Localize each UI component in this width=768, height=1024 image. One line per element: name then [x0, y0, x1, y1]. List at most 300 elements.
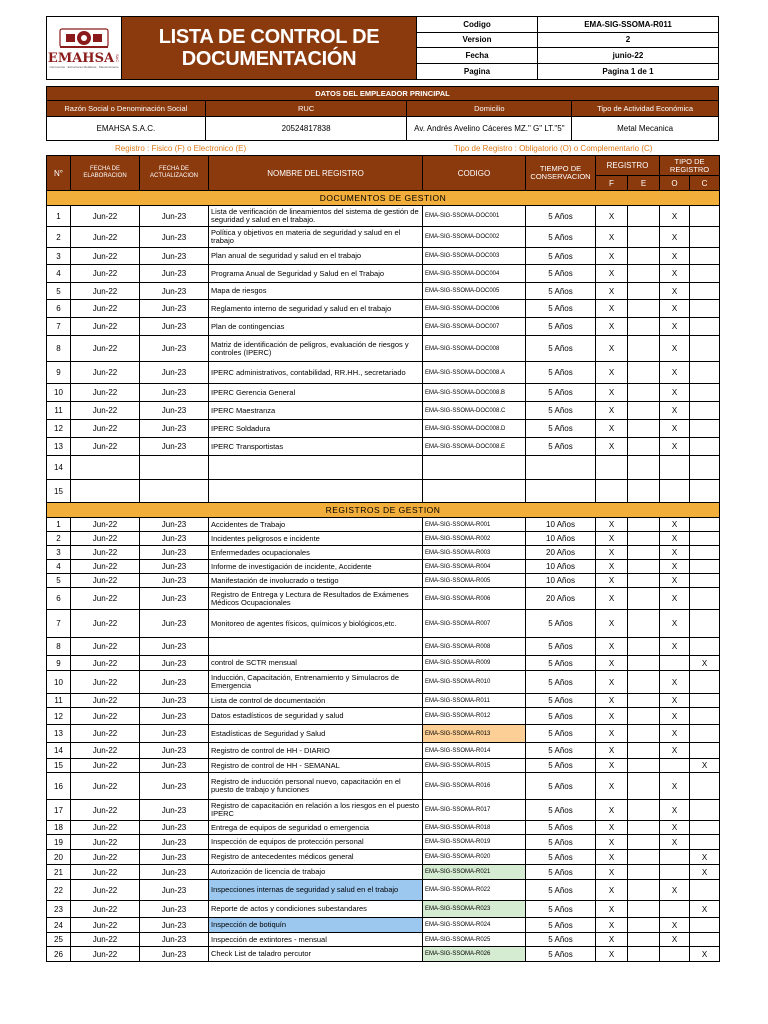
registro-electronico [628, 546, 660, 560]
table-row [47, 574, 720, 588]
retention-time: 5 Años [526, 336, 596, 362]
tipo-obligatorio: X [660, 835, 690, 850]
tipo-obligatorio: X [660, 336, 690, 362]
tipo-obligatorio [660, 759, 690, 773]
update-date: Jun-23 [140, 532, 209, 546]
record-name: Estadísticas de Seguridad y Salud [209, 725, 423, 743]
retention-time [526, 480, 596, 503]
record-code: EMA-SIG-SSOMA-R012 [423, 708, 526, 725]
record-name: Reporte de actos y condiciones subestandares [209, 901, 423, 918]
row-number: 13 [47, 725, 71, 743]
update-date: Jun-23 [140, 384, 209, 402]
table-row [47, 671, 720, 694]
tipo-complementario [690, 933, 720, 947]
table-row [47, 694, 720, 708]
retention-time: 20 Años [526, 588, 596, 610]
retention-time: 5 Años [526, 759, 596, 773]
row-number: 3 [47, 248, 71, 265]
table-row [47, 456, 720, 480]
tipo-complementario [690, 456, 720, 480]
col-record-name: NOMBRE DEL REGISTRO [209, 156, 423, 191]
registro-fisico: X [596, 656, 628, 671]
tipo-obligatorio: X [660, 574, 690, 588]
employer-activity: Metal Mecanica [572, 117, 719, 141]
title-line-2: DOCUMENTACIÓN [181, 48, 357, 70]
table-row [47, 947, 720, 962]
retention-time: 5 Años [526, 800, 596, 821]
row-number: 26 [47, 947, 71, 962]
row-number: 10 [47, 671, 71, 694]
record-name: IPERC Maestranza [209, 402, 423, 420]
elaboration-date: Jun-22 [71, 656, 140, 671]
record-name: IPERC administrativos, contabilidad, RR.HH., secretariado [209, 362, 423, 384]
meta-label: Version [417, 33, 538, 49]
record-name: Plan anual de seguridad y salud en el trabajo [209, 248, 423, 265]
tipo-complementario [690, 800, 720, 821]
registro-electronico [628, 773, 660, 800]
table-row [47, 248, 720, 265]
retention-time: 5 Años [526, 420, 596, 438]
table-row [47, 227, 720, 248]
record-name: Entrega de equipos de seguridad o emergencia [209, 821, 423, 835]
registro-electronico [628, 638, 660, 656]
documents-table-body [47, 191, 720, 962]
update-date: Jun-23 [140, 947, 209, 962]
retention-time: 5 Años [526, 743, 596, 759]
registro-fisico: X [596, 759, 628, 773]
registro-electronico [628, 588, 660, 610]
registro-electronico [628, 918, 660, 933]
elaboration-date: Jun-22 [71, 725, 140, 743]
row-number: 5 [47, 574, 71, 588]
row-number: 14 [47, 743, 71, 759]
table-row [47, 300, 720, 318]
elaboration-date: Jun-22 [71, 438, 140, 456]
tipo-obligatorio: X [660, 933, 690, 947]
registro-electronico [628, 880, 660, 901]
employer-ruc: 20524817838 [205, 117, 407, 141]
tipo-obligatorio: X [660, 638, 690, 656]
retention-time: 5 Años [526, 402, 596, 420]
tipo-obligatorio: X [660, 283, 690, 300]
table-row [47, 610, 720, 638]
tipo-obligatorio: X [660, 318, 690, 336]
row-number: 2 [47, 227, 71, 248]
record-name [209, 638, 423, 656]
registro-electronico [628, 708, 660, 725]
elaboration-date: Jun-22 [71, 248, 140, 265]
registro-fisico: X [596, 850, 628, 865]
registro-fisico: X [596, 671, 628, 694]
record-code: EMA-SIG-SSOMA-DOC003 [423, 248, 526, 265]
registro-electronico [628, 248, 660, 265]
tipo-obligatorio: X [660, 918, 690, 933]
registro-fisico: X [596, 865, 628, 880]
tipo-complementario [690, 694, 720, 708]
registro-fisico: X [596, 918, 628, 933]
employer-label: Tipo de Actividad Económica [572, 101, 719, 117]
registro-fisico: X [596, 947, 628, 962]
logo-tagline: Carrocerías · Estructuras Metálicas · Mantenimiento [49, 65, 119, 69]
elaboration-date: Jun-22 [71, 638, 140, 656]
update-date: Jun-23 [140, 880, 209, 901]
record-code: EMA-SIG-SSOMA-R008 [423, 638, 526, 656]
registro-electronico [628, 384, 660, 402]
tipo-complementario [690, 265, 720, 283]
row-number: 8 [47, 336, 71, 362]
update-date: Jun-23 [140, 438, 209, 456]
table-row [47, 880, 720, 901]
update-date [140, 480, 209, 503]
registro-fisico: X [596, 518, 628, 532]
update-date: Jun-23 [140, 265, 209, 283]
tipo-complementario: X [690, 901, 720, 918]
tipo-complementario: X [690, 947, 720, 962]
table-row [47, 850, 720, 865]
update-date: Jun-23 [140, 318, 209, 336]
registro-fisico: X [596, 773, 628, 800]
document-title [122, 17, 417, 79]
retention-time: 5 Años [526, 206, 596, 227]
table-row [47, 480, 720, 503]
update-date: Jun-23 [140, 560, 209, 574]
row-number: 7 [47, 318, 71, 336]
tipo-complementario [690, 725, 720, 743]
row-number: 13 [47, 438, 71, 456]
tipo-obligatorio [660, 865, 690, 880]
tipo-obligatorio: X [660, 362, 690, 384]
tipo-obligatorio [660, 656, 690, 671]
retention-time: 10 Años [526, 574, 596, 588]
meta-value: EMA-SIG-SSOMA-R011 [538, 17, 718, 33]
employer-data-table [46, 86, 719, 141]
registro-electronico [628, 821, 660, 835]
tipo-complementario [690, 588, 720, 610]
record-name: Lista de control de documentación [209, 694, 423, 708]
table-row [47, 901, 720, 918]
record-name: Inspección de botiquín [209, 918, 423, 933]
retention-time: 5 Años [526, 821, 596, 835]
table-row [47, 518, 720, 532]
registro-electronico [628, 362, 660, 384]
registro-electronico [628, 759, 660, 773]
retention-time: 5 Años [526, 918, 596, 933]
registro-electronico [628, 865, 660, 880]
retention-time: 5 Años [526, 694, 596, 708]
row-number: 6 [47, 300, 71, 318]
record-code: EMA-SIG-SSOMA-R014 [423, 743, 526, 759]
table-row [47, 318, 720, 336]
elaboration-date: Jun-22 [71, 865, 140, 880]
table-row [47, 656, 720, 671]
elaboration-date: Jun-22 [71, 362, 140, 384]
tipo-obligatorio: X [660, 265, 690, 283]
elaboration-date: Jun-22 [71, 850, 140, 865]
elaboration-date [71, 456, 140, 480]
elaboration-date: Jun-22 [71, 574, 140, 588]
record-code: EMA-SIG-SSOMA-R005 [423, 574, 526, 588]
elaboration-date: Jun-22 [71, 588, 140, 610]
tipo-complementario: X [690, 759, 720, 773]
tipo-complementario [690, 560, 720, 574]
tipo-complementario [690, 918, 720, 933]
employer-address: Av. Andrés Avelino Cáceres MZ." G" LT."5" [407, 117, 572, 141]
meta-label: Codigo [417, 17, 538, 33]
table-row [47, 638, 720, 656]
tipo-complementario [690, 336, 720, 362]
elaboration-date: Jun-22 [71, 671, 140, 694]
tipo-obligatorio: X [660, 206, 690, 227]
row-number: 5 [47, 283, 71, 300]
registro-fisico: X [596, 248, 628, 265]
registro-fisico: X [596, 638, 628, 656]
record-code: EMA-SIG-SSOMA-DOC008.A [423, 362, 526, 384]
registro-fisico: X [596, 300, 628, 318]
registro-fisico: X [596, 743, 628, 759]
meta-value: Pagina 1 de 1 [602, 66, 654, 76]
meta-value: 2 [538, 33, 718, 49]
registro-fisico: X [596, 610, 628, 638]
record-code [423, 456, 526, 480]
update-date: Jun-23 [140, 300, 209, 318]
tipo-obligatorio: X [660, 821, 690, 835]
registro-fisico: X [596, 402, 628, 420]
tipo-complementario [690, 283, 720, 300]
retention-time: 5 Años [526, 300, 596, 318]
record-code: EMA-SIG-SSOMA-R023 [423, 901, 526, 918]
retention-time: 10 Años [526, 518, 596, 532]
update-date [140, 456, 209, 480]
retention-time: 5 Años [526, 656, 596, 671]
update-date: Jun-23 [140, 759, 209, 773]
record-code: EMA-SIG-SSOMA-R001 [423, 518, 526, 532]
update-date: Jun-23 [140, 708, 209, 725]
elaboration-date [71, 480, 140, 503]
record-code: EMA-SIG-SSOMA-R011 [423, 694, 526, 708]
registro-legend: Registro : Fisico (F) o Electronico (E) [115, 144, 247, 153]
tipo-complementario [690, 384, 720, 402]
elaboration-date: Jun-22 [71, 835, 140, 850]
record-code: EMA-SIG-SSOMA-DOC008.C [423, 402, 526, 420]
record-code: EMA-SIG-SSOMA-R004 [423, 560, 526, 574]
update-date: Jun-23 [140, 248, 209, 265]
record-code: EMA-SIG-SSOMA-DOC001 [423, 206, 526, 227]
col-registro-group: REGISTRO [596, 156, 660, 176]
update-date: Jun-23 [140, 362, 209, 384]
record-code: EMA-SIG-SSOMA-R015 [423, 759, 526, 773]
record-code: EMA-SIG-SSOMA-DOC008.D [423, 420, 526, 438]
elaboration-date: Jun-22 [71, 265, 140, 283]
table-row [47, 362, 720, 384]
elaboration-date: Jun-22 [71, 610, 140, 638]
elaboration-date: Jun-22 [71, 918, 140, 933]
record-name: Incidentes peligrosos e incidente [209, 532, 423, 546]
retention-time: 10 Años [526, 532, 596, 546]
record-name: Lista de verificación de lineamientos del sistema de gestión de seguridad y salud en el trabajo. [209, 206, 423, 227]
update-date: Jun-23 [140, 206, 209, 227]
meta-value: junio-22 [538, 48, 718, 64]
update-date: Jun-23 [140, 227, 209, 248]
retention-time: 5 Años [526, 773, 596, 800]
tipo-complementario [690, 638, 720, 656]
row-number: 11 [47, 694, 71, 708]
record-name: IPERC Soldadura [209, 420, 423, 438]
elaboration-date: Jun-22 [71, 336, 140, 362]
update-date: Jun-23 [140, 865, 209, 880]
registro-fisico: X [596, 420, 628, 438]
registro-electronico [628, 656, 660, 671]
elaboration-date: Jun-22 [71, 694, 140, 708]
tipo-obligatorio: X [660, 610, 690, 638]
record-name: Inspección de extintores - mensual [209, 933, 423, 947]
record-name: Plan de contingencias [209, 318, 423, 336]
update-date: Jun-23 [140, 933, 209, 947]
elaboration-date: Jun-22 [71, 708, 140, 725]
tipo-complementario: X [690, 656, 720, 671]
meta-label: Pagina [417, 64, 538, 80]
record-name: Programa Anual de Seguridad y Salud en el Trabajo [209, 265, 423, 283]
col-retention-time: TIEMPO DE CONSERVACION [526, 156, 596, 191]
record-name: IPERC Gerencia General [209, 384, 423, 402]
retention-time: 10 Años [526, 560, 596, 574]
tipo-complementario [690, 227, 720, 248]
tipo-obligatorio: X [660, 300, 690, 318]
retention-time [526, 456, 596, 480]
tipo-obligatorio: X [660, 248, 690, 265]
record-code: EMA-SIG-SSOMA-R019 [423, 835, 526, 850]
update-date: Jun-23 [140, 283, 209, 300]
record-name: Monitoreo de agentes físicos, químicos y biológicos,etc. [209, 610, 423, 638]
record-code: EMA-SIG-SSOMA-R013 [423, 725, 526, 743]
retention-time: 5 Años [526, 283, 596, 300]
section-header-row [47, 503, 720, 518]
row-number: 8 [47, 638, 71, 656]
row-number: 15 [47, 759, 71, 773]
employer-name: EMAHSA S.A.C. [47, 117, 206, 141]
record-name: Inspecciones internas de seguridad y salud en el trabajo [209, 880, 423, 901]
elaboration-date: Jun-22 [71, 283, 140, 300]
tipo-complementario [690, 610, 720, 638]
record-code: EMA-SIG-SSOMA-R006 [423, 588, 526, 610]
record-code: EMA-SIG-SSOMA-DOC006 [423, 300, 526, 318]
update-date: Jun-23 [140, 671, 209, 694]
tipo-complementario: X [690, 850, 720, 865]
registro-fisico: X [596, 546, 628, 560]
update-date: Jun-23 [140, 518, 209, 532]
registro-electronico [628, 574, 660, 588]
tipo-complementario [690, 318, 720, 336]
col-obligatorio: O [660, 176, 690, 191]
record-name [209, 480, 423, 503]
tipo-obligatorio: X [660, 546, 690, 560]
table-row [47, 918, 720, 933]
table-row [47, 743, 720, 759]
table-row [47, 865, 720, 880]
update-date: Jun-23 [140, 588, 209, 610]
tipo-obligatorio: X [660, 384, 690, 402]
employer-section-title: DATOS DEL EMPLEADOR PRINCIPAL [47, 87, 719, 101]
table-row [47, 438, 720, 456]
record-code: EMA-SIG-SSOMA-R016 [423, 773, 526, 800]
row-number: 3 [47, 546, 71, 560]
registro-electronico [628, 265, 660, 283]
record-code: EMA-SIG-SSOMA-DOC004 [423, 265, 526, 283]
row-number: 14 [47, 456, 71, 480]
record-code: EMA-SIG-SSOMA-R024 [423, 918, 526, 933]
record-code [423, 480, 526, 503]
record-code: EMA-SIG-SSOMA-R007 [423, 610, 526, 638]
tipo-complementario [690, 743, 720, 759]
row-number: 21 [47, 865, 71, 880]
update-date: Jun-23 [140, 610, 209, 638]
tipo-obligatorio: X [660, 588, 690, 610]
record-code: EMA-SIG-SSOMA-R025 [423, 933, 526, 947]
record-code: EMA-SIG-SSOMA-R003 [423, 546, 526, 560]
col-code: CODIGO [423, 156, 526, 191]
update-date: Jun-23 [140, 420, 209, 438]
tipo-complementario [690, 532, 720, 546]
registro-fisico: X [596, 694, 628, 708]
table-row [47, 725, 720, 743]
retention-time: 5 Años [526, 708, 596, 725]
registro-electronico [628, 227, 660, 248]
registro-fisico: X [596, 384, 628, 402]
registro-fisico: X [596, 588, 628, 610]
logo-suffix: SAC [115, 53, 121, 63]
record-name [209, 456, 423, 480]
elaboration-date: Jun-22 [71, 821, 140, 835]
row-number: 25 [47, 933, 71, 947]
elaboration-date: Jun-22 [71, 880, 140, 901]
update-date: Jun-23 [140, 638, 209, 656]
retention-time: 5 Años [526, 725, 596, 743]
record-code: EMA-SIG-SSOMA-R018 [423, 821, 526, 835]
registro-fisico: X [596, 336, 628, 362]
elaboration-date: Jun-22 [71, 300, 140, 318]
registro-electronico [628, 456, 660, 480]
section-header-row [47, 191, 720, 206]
table-row [47, 560, 720, 574]
table-row [47, 759, 720, 773]
record-code: EMA-SIG-SSOMA-DOC008 [423, 336, 526, 362]
record-code: EMA-SIG-SSOMA-R021 [423, 865, 526, 880]
tipo-obligatorio [660, 480, 690, 503]
section-title: DOCUMENTOS DE GESTION [47, 191, 720, 206]
record-name: Registro de control de HH - SEMANAL [209, 759, 423, 773]
tipo-obligatorio: X [660, 694, 690, 708]
tipo-obligatorio: X [660, 671, 690, 694]
col-complementario: C [690, 176, 720, 191]
tipo-complementario [690, 206, 720, 227]
tipo-complementario [690, 773, 720, 800]
tipo-obligatorio: X [660, 402, 690, 420]
tipo-complementario [690, 362, 720, 384]
logo-wordmark: EMAHSA [47, 51, 115, 66]
record-code: EMA-SIG-SSOMA-R009 [423, 656, 526, 671]
record-name: Manifestación de involucrado o testigo [209, 574, 423, 588]
retention-time: 5 Años [526, 850, 596, 865]
elaboration-date: Jun-22 [71, 743, 140, 759]
retention-time: 5 Años [526, 248, 596, 265]
record-name: Check List de taladro percutor [209, 947, 423, 962]
row-number: 7 [47, 610, 71, 638]
col-elaboration-date: FECHA DE ELABORACION [71, 156, 140, 191]
registro-fisico: X [596, 835, 628, 850]
record-code: EMA-SIG-SSOMA-R022 [423, 880, 526, 901]
registro-fisico: X [596, 800, 628, 821]
retention-time: 5 Años [526, 880, 596, 901]
row-number: 12 [47, 708, 71, 725]
